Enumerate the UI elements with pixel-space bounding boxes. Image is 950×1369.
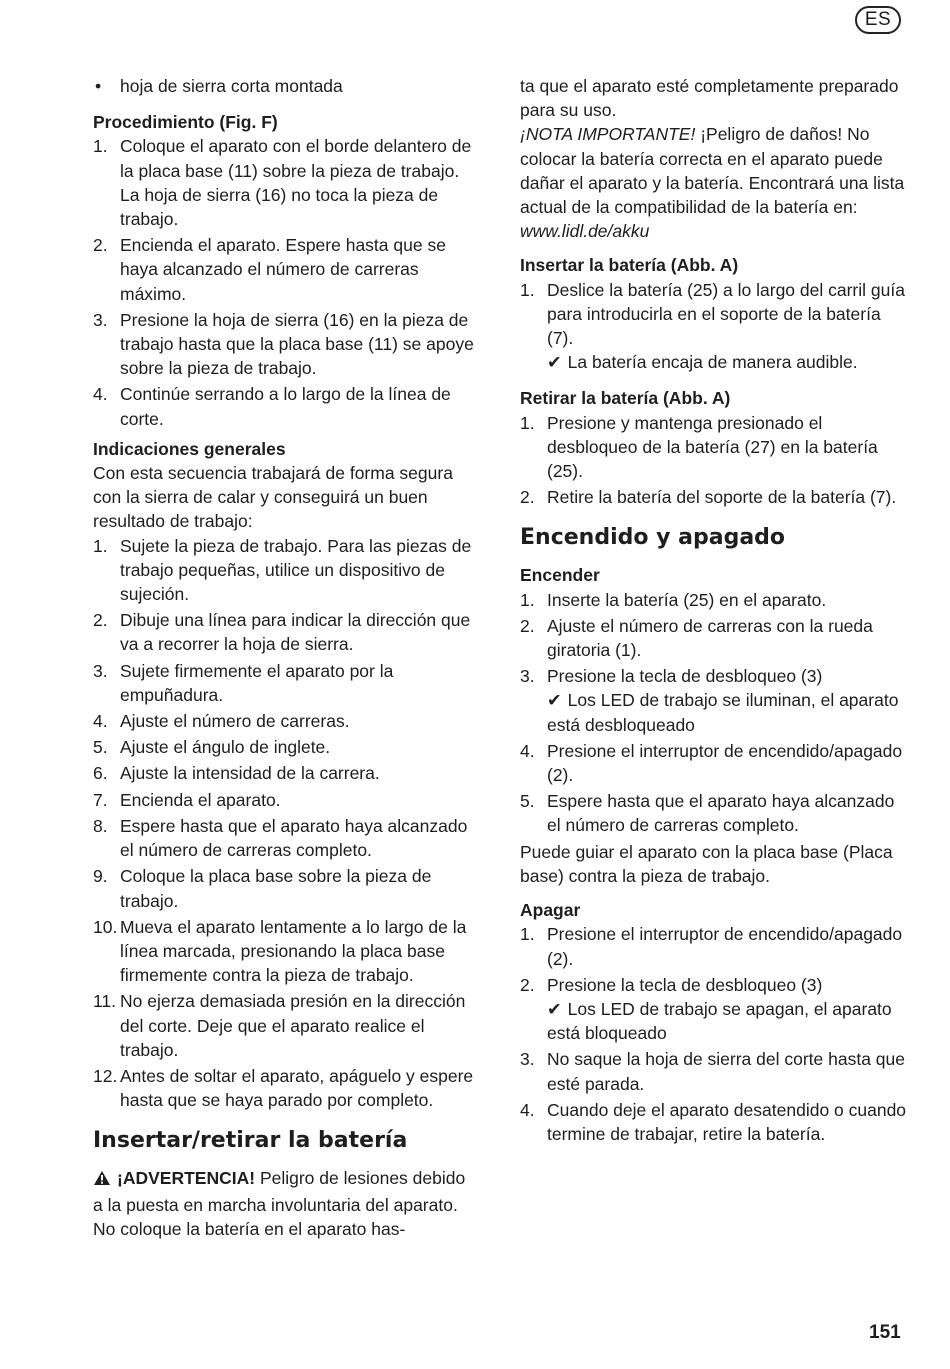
list-item [93, 382, 479, 430]
list-item [93, 233, 479, 306]
list-item-number: 2. [520, 615, 535, 636]
list-item-text: Retire la batería del soporte de la batería (7). [547, 487, 897, 508]
procedure-heading: Procedimiento (Fig. F) [93, 112, 278, 133]
list-item-number: 5. [93, 737, 108, 758]
procedure-list [93, 134, 479, 430]
list-item-number: 1. [520, 924, 535, 945]
list-item-number: 7. [93, 789, 108, 810]
list-item [520, 588, 908, 612]
list-item [520, 739, 908, 787]
list-item-text: Mueva el aparato lentamente a lo largo de la línea marcada, presionando la placa base firmemente contra la pieza de trabajo. [120, 916, 467, 986]
check-result [547, 997, 908, 1045]
list-item-number: 9. [93, 866, 108, 887]
warning-label: ¡ADVERTENCIA! [117, 1168, 256, 1189]
list-item-text: Coloque el aparato con el borde delantero de la placa base (11) sobre la pieza de trabajo. La hoja de sierra (16) no toca la pieza de trabajo. [120, 136, 472, 230]
list-item [520, 1098, 908, 1146]
list-item [93, 915, 479, 988]
list-item-text: Sujete la pieza de trabajo. Para las piezas de trabajo pequeñas, utilice un dispositivo de sujeción. [120, 535, 472, 605]
list-item [520, 411, 908, 484]
list-item [93, 989, 479, 1062]
list-item-text: Ajuste la intensidad de la carrera. [120, 763, 380, 784]
left-column [93, 74, 479, 1241]
warning-icon [93, 1168, 111, 1192]
remove-list [520, 411, 908, 510]
list-item-text: Presione la tecla de desbloqueo (3) [547, 666, 823, 687]
list-item [93, 608, 479, 656]
list-item-number: 2. [93, 610, 108, 631]
list-item-number: 4. [93, 711, 108, 732]
list-item-number: 2. [520, 487, 535, 508]
note-text: ¡Peligro de daños! No colocar la batería correcta en el aparato puede dañar el aparato y la batería. Encontrará una lista actual de la compatibilidad de la batería en: [520, 124, 905, 218]
on-note: Puede guiar el aparato con la placa base (Placa base) contra la pieza de trabajo. [520, 841, 893, 886]
list-item-number: 3. [520, 666, 535, 687]
list-item-text: Espere hasta que el aparato haya alcanzado el número de carreras completo. [120, 815, 468, 861]
list-item [520, 789, 908, 837]
list-item-text: Presione la tecla de desbloqueo (3) [547, 974, 823, 995]
check-result [547, 350, 908, 374]
list-item [93, 709, 479, 733]
list-item-number: 1. [93, 136, 108, 157]
list-item-number: 1. [520, 412, 535, 433]
list-item [520, 664, 908, 737]
list-item [93, 659, 479, 707]
off-list [520, 922, 908, 1146]
list-item-number: 4. [520, 1099, 535, 1120]
note-label: ¡NOTA IMPORTANTE! [520, 124, 696, 145]
warning-paragraph [93, 1166, 479, 1241]
list-item [520, 485, 908, 509]
list-item-number: 3. [93, 309, 108, 330]
list-item-number: 3. [93, 660, 108, 681]
warning-text: Peligro de lesiones debido a la puesta en marcha involuntaria del aparato. No coloque la batería en el aparato has- [93, 1168, 466, 1239]
list-item-number: 10. [93, 916, 118, 937]
list-item [520, 278, 908, 375]
list-item-text: No saque la hoja de sierra del corte hasta que esté parada. [547, 1049, 906, 1094]
list-item [93, 761, 479, 785]
on-list [520, 588, 908, 838]
list-item-number: 4. [520, 740, 535, 761]
check-result [547, 688, 908, 736]
list-item-text: No ejerza demasiada presión en la dirección del corte. Deje que el aparato realice el trabajo. [120, 991, 466, 1060]
insert-heading: Insertar la batería (Abb. A) [520, 255, 739, 276]
list-item [93, 864, 479, 912]
bullet-list [93, 74, 479, 98]
list-item-number: 3. [520, 1049, 535, 1070]
list-item-text: hoja de sierra corta montada [120, 76, 343, 96]
checkmark-icon: ✔ [547, 352, 562, 373]
list-item-text: Deslice la batería (25) a lo largo del carril guía para introducirla en el soporte de la batería (7). [547, 279, 905, 349]
list-item [520, 922, 908, 970]
list-item [93, 814, 479, 862]
list-item-text: Sujete firmemente el aparato por la empuñadura. [120, 660, 394, 705]
list-item-text: Dibuje una línea para indicar la dirección que va a recorrer la hoja de sierra. [120, 610, 471, 655]
remove-heading: Retirar la batería (Abb. A) [520, 388, 731, 409]
list-item-number: 6. [93, 763, 108, 784]
list-item-text: Ajuste el número de carreras con la rueda giratoria (1). [547, 615, 873, 661]
list-item-text: Espere hasta que el aparato haya alcanzado el número de carreras completo. [547, 791, 895, 836]
list-item-text: Presione la hoja de sierra (16) en la pieza de trabajo hasta que la placa base (11) se apoye sobre la pieza de trabajo. [120, 309, 474, 379]
list-item-text: Inserte la batería (25) en el aparato. [547, 589, 827, 610]
list-item-text: Continúe serrando a lo largo de la línea de corte. [120, 384, 451, 429]
list-item-text: Encienda el aparato. Espere hasta que se haya alcanzado el número de carreras máximo. [120, 235, 446, 304]
list-item-text: Encienda el aparato. [120, 789, 281, 810]
list-item-text: Presione el interruptor de encendido/apagado (2). [547, 740, 903, 786]
general-heading: Indicaciones generales [93, 438, 286, 459]
list-item-text: Ajuste el ángulo de inglete. [120, 737, 331, 758]
list-item-text: Presione y mantenga presionado el desbloqueo de la batería (27) en la batería (25). [547, 412, 878, 482]
list-item [93, 1064, 479, 1112]
list-item-number: 1. [93, 535, 108, 556]
checkmark-icon: ✔ [547, 690, 562, 711]
list-item-number: 1. [520, 279, 535, 300]
list-item-number: 8. [93, 815, 108, 836]
onoff-title: Encendido y apagado [520, 525, 786, 551]
list-item-number: 4. [93, 384, 108, 405]
page-number: 151 [869, 1322, 901, 1343]
list-item [93, 735, 479, 759]
list-item-text: Presione el interruptor de encendido/apagado (2). [547, 924, 903, 969]
list-item-number: 11. [93, 991, 117, 1012]
bullet-dot: • [95, 76, 102, 96]
general-list [93, 534, 479, 1113]
list-item-text: Antes de soltar el aparato, apáguelo y espere hasta que se haya parado por completo. [120, 1065, 474, 1111]
list-item [93, 534, 479, 607]
list-item [520, 1047, 908, 1095]
list-item-number: 2. [93, 235, 108, 256]
list-item-number: 2. [520, 974, 535, 995]
right-column [520, 74, 908, 1148]
on-heading: Encender [520, 565, 600, 586]
list-item-text: Coloque la placa base sobre la pieza de trabajo. [120, 866, 432, 911]
off-heading: Apagar [520, 900, 581, 921]
insert-list [520, 278, 908, 375]
list-item [93, 308, 479, 381]
list-item [520, 614, 908, 662]
list-item-text: Cuando deje el aparato desatendido o cuando termine de trabajar, retire la batería. [547, 1099, 907, 1144]
warning-continuation: ta que el aparato esté completamente preparado para su uso. [520, 76, 899, 121]
language-badge: ES [855, 6, 901, 34]
note-paragraph [520, 122, 908, 243]
list-item [93, 134, 479, 231]
list-item [93, 74, 479, 98]
checkmark-icon: ✔ [547, 998, 562, 1019]
general-intro: Con esta secuencia trabajará de forma segura con la sierra de calar y conseguirá un buen resultado de trabajo: [93, 463, 453, 532]
list-item [93, 788, 479, 812]
battery-section-title: Insertar/retirar la batería [93, 1128, 408, 1154]
list-item-number: 5. [520, 791, 535, 812]
list-item-text: Ajuste el número de carreras. [120, 711, 350, 732]
check-result-text: Los LED de trabajo se iluminan, el aparato está desbloqueado [547, 690, 899, 735]
check-result-text: La batería encaja de manera audible. [567, 352, 858, 373]
check-result-text: Los LED de trabajo se apagan, el aparato está bloqueado [547, 998, 892, 1044]
list-item-number: 12. [93, 1065, 118, 1086]
list-item-number: 1. [520, 589, 535, 610]
note-url: www.lidl.de/akku [520, 221, 650, 242]
list-item [520, 973, 908, 1046]
